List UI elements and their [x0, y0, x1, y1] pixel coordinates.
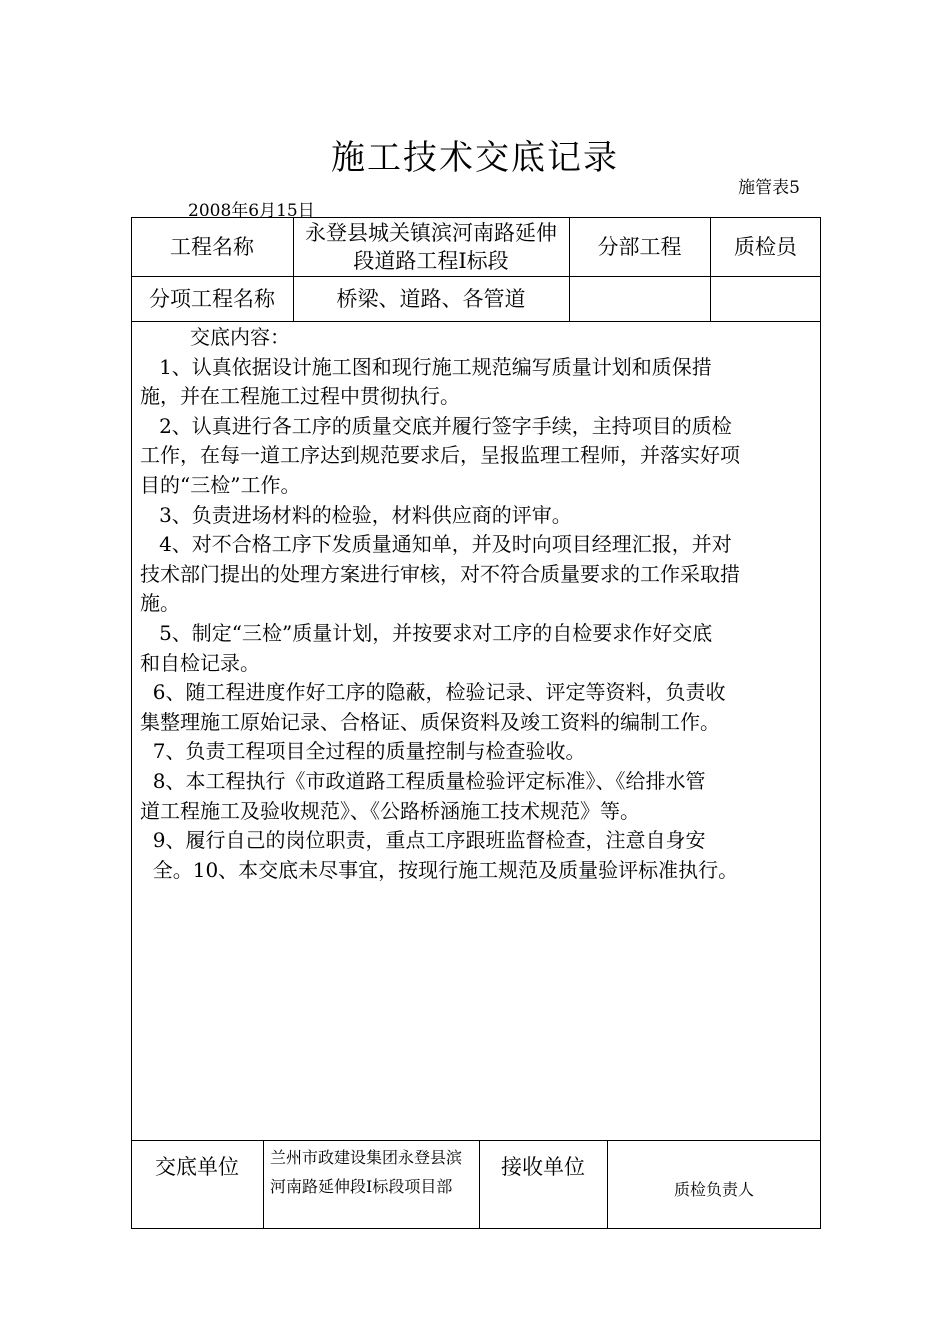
project-name-value: 永登县城关镇滨河南路延伸段道路工程Ⅰ标段 — [305, 220, 557, 273]
content-line: 目的“三检”工作。 — [140, 472, 301, 497]
content-line: 1、认真依据设计施工图和现行施工规范编写质量计划和质保措 — [140, 354, 712, 379]
subitem-label: 分项工程名称 — [149, 286, 275, 311]
content-line: 8、本工程执行《市政道路工程质量检验评定标准》、《给排水管 — [140, 768, 706, 793]
division-value — [569, 276, 710, 321]
issuer-label: 交底单位 — [155, 1155, 239, 1179]
disclosure-content — [140, 323, 820, 885]
content-line: 7、负责工程项目全过程的质量控制与检查验收。 — [140, 739, 586, 764]
content-line: 全。10、本交底未尽事宜，按现行施工规范及质量验评标准执行。 — [140, 857, 739, 882]
content-line: 4、对不合格工序下发质量通知单，并及时向项目经理汇报，并对 — [140, 532, 732, 557]
inspector-label: 质检员 — [734, 234, 797, 259]
project-name-label: 工程名称 — [170, 234, 254, 259]
form-number: 施管表5 — [738, 178, 800, 198]
division-label: 分部工程 — [597, 234, 682, 259]
content-line: 2、认真进行各工序的质量交底并履行签字手续，主持项目的质检 — [140, 413, 732, 438]
content-line: 工作，在每一道工序达到规范要求后，呈报监理工程师，并落实好项 — [140, 443, 740, 468]
content-line: 施，并在工程施工过程中贯彻执行。 — [140, 384, 460, 409]
content-heading: 交底内容： — [190, 325, 290, 349]
document-title: 施工技术交底记录 — [331, 138, 619, 178]
subitem-value: 桥梁、道路、各管道 — [336, 286, 526, 311]
content-line: 9、履行自己的岗位职责，重点工序跟班监督检查，注意自身安 — [140, 828, 706, 853]
inspector-value — [710, 276, 821, 321]
record-date: 2008年6月15日 — [188, 201, 315, 221]
receiver-value: 质检负责人 — [673, 1179, 754, 1199]
receiver-label: 接收单位 — [501, 1155, 585, 1179]
content-line: 道工程施工及验收规范》、《公路桥涵施工技术规范》等。 — [140, 798, 640, 823]
content-line: 技术部门提出的处理方案进行审核，对不符合质量要求的工作采取措 — [140, 561, 740, 586]
content-line: 3、负责进场材料的检验，材料供应商的评审。 — [140, 502, 572, 527]
content-line: 6、随工程进度作好工序的隐蔽，检验记录、评定等资料，负责收 — [140, 680, 726, 705]
issuer-value: 兰州市政建设集团永登县滨河南路延伸段Ⅰ标段项目部 — [270, 1148, 463, 1196]
content-line: 和自检记录。 — [140, 650, 260, 675]
content-line: 5、制定“三检”质量计划，并按要求对工序的自检要求作好交底 — [140, 620, 713, 645]
content-line: 集整理施工原始记录、合格证、质保资料及竣工资料的编制工作。 — [140, 709, 720, 734]
content-line: 施。 — [140, 591, 180, 616]
